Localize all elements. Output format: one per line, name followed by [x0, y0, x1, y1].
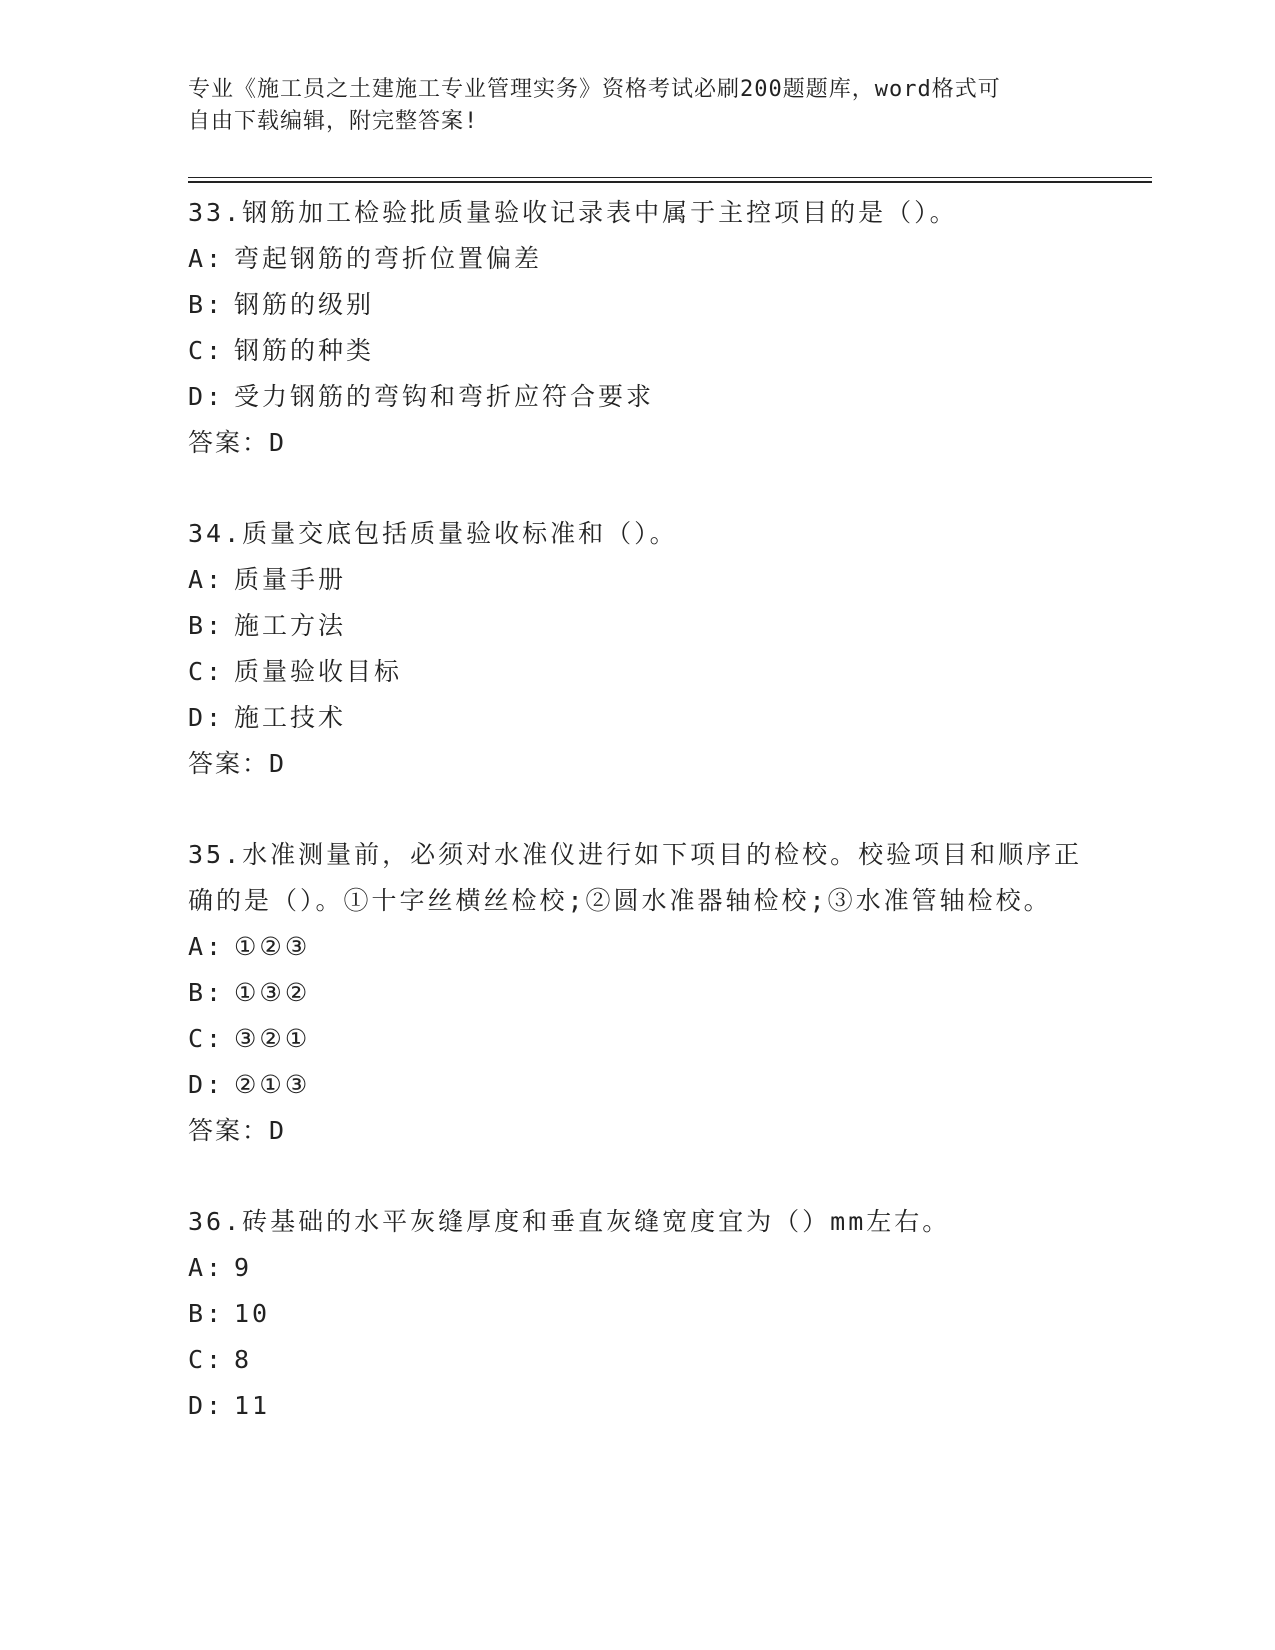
option-letter: A: [188, 932, 225, 961]
option-c [188, 1337, 1088, 1383]
option-a [188, 236, 1088, 282]
question-33 [188, 190, 1088, 466]
option-letter: C: [188, 1024, 225, 1053]
option-letter: D: [188, 382, 225, 411]
header-title-line-2: 自由下载编辑，附完整答案! [188, 109, 479, 134]
option-letter: D: [188, 703, 225, 732]
option-d [188, 1383, 1088, 1429]
option-text: ③②① [234, 1024, 311, 1053]
option-text: 钢筋的种类 [234, 336, 375, 365]
option-letter: A: [188, 1253, 225, 1282]
option-text: 9 [234, 1253, 253, 1282]
option-a [188, 1245, 1088, 1291]
option-d [188, 1062, 1088, 1108]
option-letter: B: [188, 611, 225, 640]
option-text: 施工方法 [234, 611, 347, 640]
document-header [188, 74, 1068, 138]
option-text: 质量验收目标 [234, 657, 403, 686]
option-letter: B: [188, 978, 225, 1007]
option-letter: D: [188, 1070, 225, 1099]
answer-line: 答案：D [188, 1116, 287, 1145]
question-34 [188, 511, 1088, 787]
option-text: 质量手册 [234, 565, 347, 594]
option-letter: A: [188, 244, 225, 273]
header-divider-thick [188, 181, 1152, 183]
option-c [188, 649, 1088, 695]
option-text: 10 [234, 1299, 271, 1328]
option-letter: C: [188, 657, 225, 686]
option-letter: D: [188, 1391, 225, 1420]
answer-line: 答案：D [188, 428, 287, 457]
option-a [188, 557, 1088, 603]
option-text: ①③② [234, 978, 311, 1007]
option-text: 弯起钢筋的弯折位置偏差 [234, 244, 543, 273]
question-stem: 34.质量交底包括质量验收标准和（）。 [188, 519, 678, 548]
option-text: ①②③ [234, 932, 311, 961]
option-b [188, 603, 1088, 649]
option-a [188, 924, 1088, 970]
question-stem: 36.砖基础的水平灰缝厚度和垂直灰缝宽度宜为（）mm左右。 [188, 1207, 951, 1236]
option-text: 施工技术 [234, 703, 347, 732]
option-b [188, 1291, 1088, 1337]
option-d [188, 695, 1088, 741]
option-d [188, 374, 1088, 420]
option-letter: B: [188, 1299, 225, 1328]
question-stem: 35.水准测量前，必须对水准仪进行如下项目的检校。校验项目和顺序正确的是（）。①十字丝横丝检校;②圆水准器轴检校;③水准管轴检校。 [188, 840, 1083, 915]
option-letter: B: [188, 290, 225, 319]
option-c [188, 1016, 1088, 1062]
option-b [188, 970, 1088, 1016]
option-text: 11 [234, 1391, 271, 1420]
option-b [188, 282, 1088, 328]
option-letter: C: [188, 1345, 225, 1374]
header-divider-thin [188, 177, 1152, 178]
question-list [188, 190, 1088, 1474]
option-text: 钢筋的级别 [234, 290, 375, 319]
answer-line: 答案：D [188, 749, 287, 778]
option-text: ②①③ [234, 1070, 311, 1099]
question-35 [188, 832, 1088, 1154]
question-stem: 33.钢筋加工检验批质量验收记录表中属于主控项目的是（）。 [188, 198, 958, 227]
header-title-line-1: 专业《施工员之土建施工专业管理实务》资格考试必刷200题题库，word格式可 [188, 77, 1001, 102]
option-text: 受力钢筋的弯钩和弯折应符合要求 [234, 382, 655, 411]
question-36 [188, 1199, 1088, 1429]
option-letter: A: [188, 565, 225, 594]
option-letter: C: [188, 336, 225, 365]
option-c [188, 328, 1088, 374]
option-text: 8 [234, 1345, 253, 1374]
